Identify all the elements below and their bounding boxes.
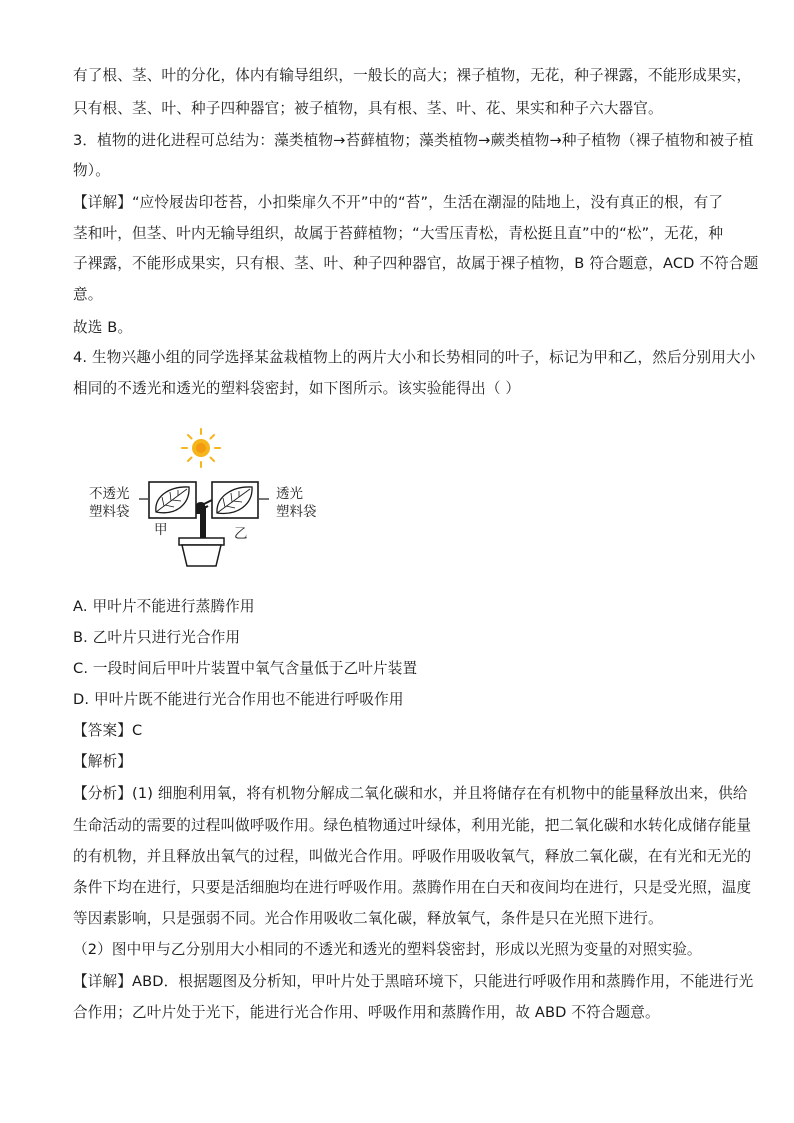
intro-line-1: 有了根、茎、叶的分化，体内有输导组织，一般长的高大；裸子植物，无花，种子裸露，不能形成果实， (73, 67, 752, 84)
detail-2-line-2: 合作用；乙叶片处于光下，能进行光合作用、呼吸作用和蒸腾作用，故 ABD 不符合题意。 (73, 1004, 660, 1021)
answer-line: 【答案】C (73, 722, 143, 739)
flower-pot-icon (179, 538, 224, 566)
point-3-line-1: 3．植物的进化进程可总结为：藻类植物→苔藓植物；藻类植物→蕨类植物→种子植物（裸子植物和被子植 (73, 132, 754, 149)
analysis-heading: 【解析】 (73, 753, 132, 770)
experiment-figure (86, 424, 336, 574)
point-3-line-2: 物）。 (73, 162, 110, 179)
option-c: C. 一段时间后甲叶片装置中氧气含量低于乙叶片装置 (73, 660, 418, 677)
question-4-line-1: 4. 生物兴趣小组的同学选择某盆栽植物上的两片大小和长势相同的叶子，标记为甲和乙，然后分别用大小 (73, 349, 756, 366)
transparent-bag (212, 482, 258, 518)
analysis-line-1: 【分析】(1) 细胞利用氧，将有机物分解成二氧化碳和水，并且将储存在有机物中的能量释放出来，供给 (73, 785, 748, 802)
analysis-line-5: 等因素影响，只是强弱不同。光合作用吸收二氧化碳，释放氧气，条件是只在光照下进行。 (73, 910, 663, 927)
intro-line-2: 只有根、茎、叶、种子四种器官；被子植物，具有根、茎、叶、花、果实和种子六大器官。 (73, 100, 663, 117)
opaque-bag-label-line-2: 塑料袋 (89, 504, 130, 520)
analysis-line-3: 的有机物，并且释放出氧气的过程，叫做光合作用。呼吸作用吸收氧气，释放二氧化碳，在有光和无光的 (73, 848, 752, 865)
detail-1-choice: 故选 B。 (73, 319, 133, 336)
sun-icon (182, 429, 220, 467)
option-d: D. 甲叶片既不能进行光合作用也不能进行呼吸作用 (73, 691, 404, 708)
analysis-line-4: 条件下均在进行，只要是活细胞均在进行呼吸作用。蒸腾作用在白天和夜间均在进行，只是受光照，温度 (73, 879, 752, 896)
detail-1-line-2: 茎和叶，但茎、叶内无输导组织，故属于苔藓植物；“大雪压青松，青松挺且直”中的“松”，无花，种 (73, 225, 724, 242)
opaque-bag (149, 482, 196, 518)
question-4-line-2: 相同的不透光和透光的塑料袋密封，如下图所示。该实验能得出（ ） (73, 380, 521, 397)
analysis-line-2: 生命活动的需要的过程叫做呼吸作用。绿色植物通过叶绿体，利用光能，把二氧化碳和水转化成储存能量 (73, 817, 752, 834)
detail-1-line-4: 意。 (73, 286, 103, 303)
transparent-bag-label-line-2: 塑料袋 (276, 504, 317, 520)
detail-1-line-3: 子裸露，不能形成果实，只有根、茎、叶、种子四种器官，故属于裸子植物，B 符合题意，ACD 不符合题 (73, 255, 759, 272)
analysis-line-6: （2）图中甲与乙分别用大小相同的不透光和透光的塑料袋密封，形成以光照为变量的对照实验。 (73, 941, 702, 958)
detail-2-line-1: 【详解】ABD．根据题图及分析知，甲叶片处于黑暗环境下，只能进行呼吸作用和蒸腾作用，不能进行光 (73, 973, 754, 990)
transparent-bag-label-line-1: 透光 (276, 486, 303, 502)
leaf-a-label: 甲 (154, 522, 168, 538)
leaf-b-label: 乙 (234, 526, 248, 542)
detail-1-line-1: 【详解】“应怜屐齿印苍苔，小扣柴扉久不开”中的“苔”，生活在潮湿的陆地上，没有真正的根，有了 (73, 194, 724, 211)
option-b: B. 乙叶片只进行光合作用 (73, 629, 241, 646)
option-a: A. 甲叶片不能进行蒸腾作用 (73, 598, 255, 615)
opaque-bag-label-line-1: 不透光 (89, 486, 130, 502)
